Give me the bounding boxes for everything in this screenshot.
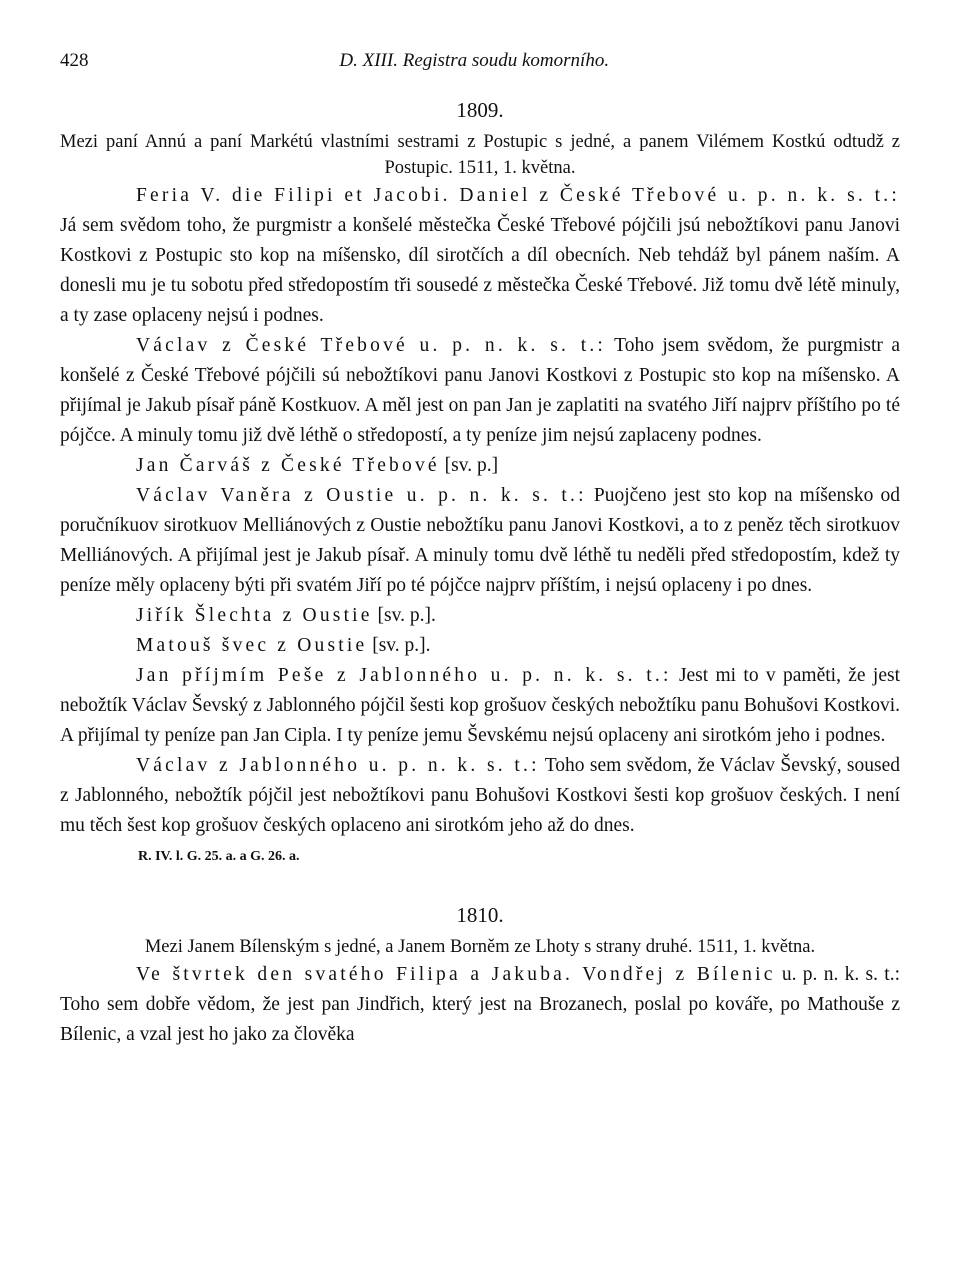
testimony-text: [sv. p.] <box>439 455 499 476</box>
testimony-entry <box>60 451 900 481</box>
testimony-entry <box>60 481 900 601</box>
testimony-entry <box>60 751 900 841</box>
testimony-text: u. p. n. k. s. t.: Toho sem dobře vědom, že jest pan Jindřich, který jest na Brozanech, poslal po kováře, po Mathouše z Bílenic, a vzal jest ho jako za člověka <box>60 964 900 1045</box>
section-number: 1809. <box>456 98 504 122</box>
section-summary: Mezi paní Annú a paní Markétú vlastními sestrami z Postupic s jedné, a panem Vilémem Kostkú odtudž z Postupic. 1511, 1. května. <box>60 132 900 178</box>
testimony-entry <box>60 960 900 1050</box>
testimony-text: Toho sem svědom, že Václav Ševský, soused z Jablonného, nebožtík pójčil jest nebožtíkovi panu Bohušovi Kostkovi šesti kop grošuov českých. I není mu těch šest kop grošuov českých oplaceno ani sirotkóm jeho až do dnes. <box>60 755 900 836</box>
testimony-entry <box>60 631 900 661</box>
testimony-entry <box>60 601 900 631</box>
testimony-entry <box>60 661 900 751</box>
page-number: 428 <box>60 50 89 71</box>
testimony-entry <box>60 181 900 331</box>
testimony-text: Puojčeno jest sto kop na míšensko od poručníkuov sirotkuov Melliánových z Oustie nebožtíku panu Janovi Kostkovi, a to z peněz těch sirotkuov Melliánových. A přijímal jest je Jakub písař. A minuly tomu dvě léthě tu neděli před středopostím, kdež ty peníze měly oplaceny býti při svatém Jiří po té pójčce najprv příštím, i nejsú oplaceny i po dnes. <box>60 485 900 596</box>
testimony-lead: Matouš švec z Oustie <box>136 635 368 656</box>
testimony-lead: Jiřík Šlechta z Oustie <box>136 605 373 626</box>
testimony-lead: Václav Vaněra z Oustie u. p. n. k. s. t.: <box>136 485 587 506</box>
testimony-lead: Feria V. die Filipi et Jacobi. Daniel z České Třebové u. p. n. k. s. t.: <box>136 185 900 206</box>
testimony-text: Toho jsem svědom, že purgmistr a konšelé z České Třebové pójčili sú nebožtíkovi panu Janovi Kostkovi z Postupic sto kop na míšensko. A přijímal je Jakub písař páně Kostkuov. A měl jest on pan Jan je zaplatiti na svatého Jiří najprv příštího po té pójčce. A minuly tomu již dvě léthě o středopostí, a ty peníze jim nejsú zaplaceny podnes. <box>60 335 900 446</box>
page-header <box>60 50 900 84</box>
testimony-lead: Václav z České Třebové u. p. n. k. s. t.: <box>136 335 607 356</box>
document-page <box>60 50 900 1050</box>
testimony-text: [sv. p.]. <box>367 635 431 656</box>
testimony-text: [sv. p.]. <box>372 605 436 626</box>
section-number: 1810. <box>456 903 504 927</box>
testimony-lead: Jan příjmím Peše z Jablonného u. p. n. k. s. t.: <box>136 665 672 686</box>
running-title: D. XIII. Registra soudu komorního. <box>339 50 610 71</box>
testimony-entry <box>60 331 900 451</box>
testimony-lead: Ve štvrtek den svatého Filipa a Jakuba. Vondřej z Bílenic <box>136 964 776 985</box>
source-reference: R. IV. l. G. 25. a. a G. 26. a. <box>138 849 300 864</box>
testimony-text: Já sem svědom toho, že purgmistr a konšelé městečka České Třebové pójčili jsú nebožtíkovi panu Janovi Kostkovi z Postupic sto kop na míšensko, díl sirotčích a díl obecních. Neb tehdáž byl pánem naším. A donesli mu je tu sobotu před středopostím tři sousedé z městečka České Třebové. Již tomu dvě létě minuly, a ty zase oplaceny nejsú i podnes. <box>60 215 900 326</box>
section-summary: Mezi Janem Bílenským s jedné, a Janem Borněm ze Lhoty s strany druhé. 1511, 1. května. <box>144 937 816 957</box>
testimony-lead: Václav z Jablonného u. p. n. k. s. t.: <box>136 755 540 776</box>
testimony-lead: Jan Čarváš z České Třebové <box>136 455 440 476</box>
testimony-text: Jest mi to v paměti, že jest nebožtík Václav Ševský z Jablonného pójčil šesti kop grošuov českých nebožtíku panu Bohušovi Kostkovi. A přijímal ty peníze pan Jan Cipla. I ty peníze jemu Ševskému nejsú oplaceny ani sirotkóm jeho i podnes. <box>60 665 900 746</box>
